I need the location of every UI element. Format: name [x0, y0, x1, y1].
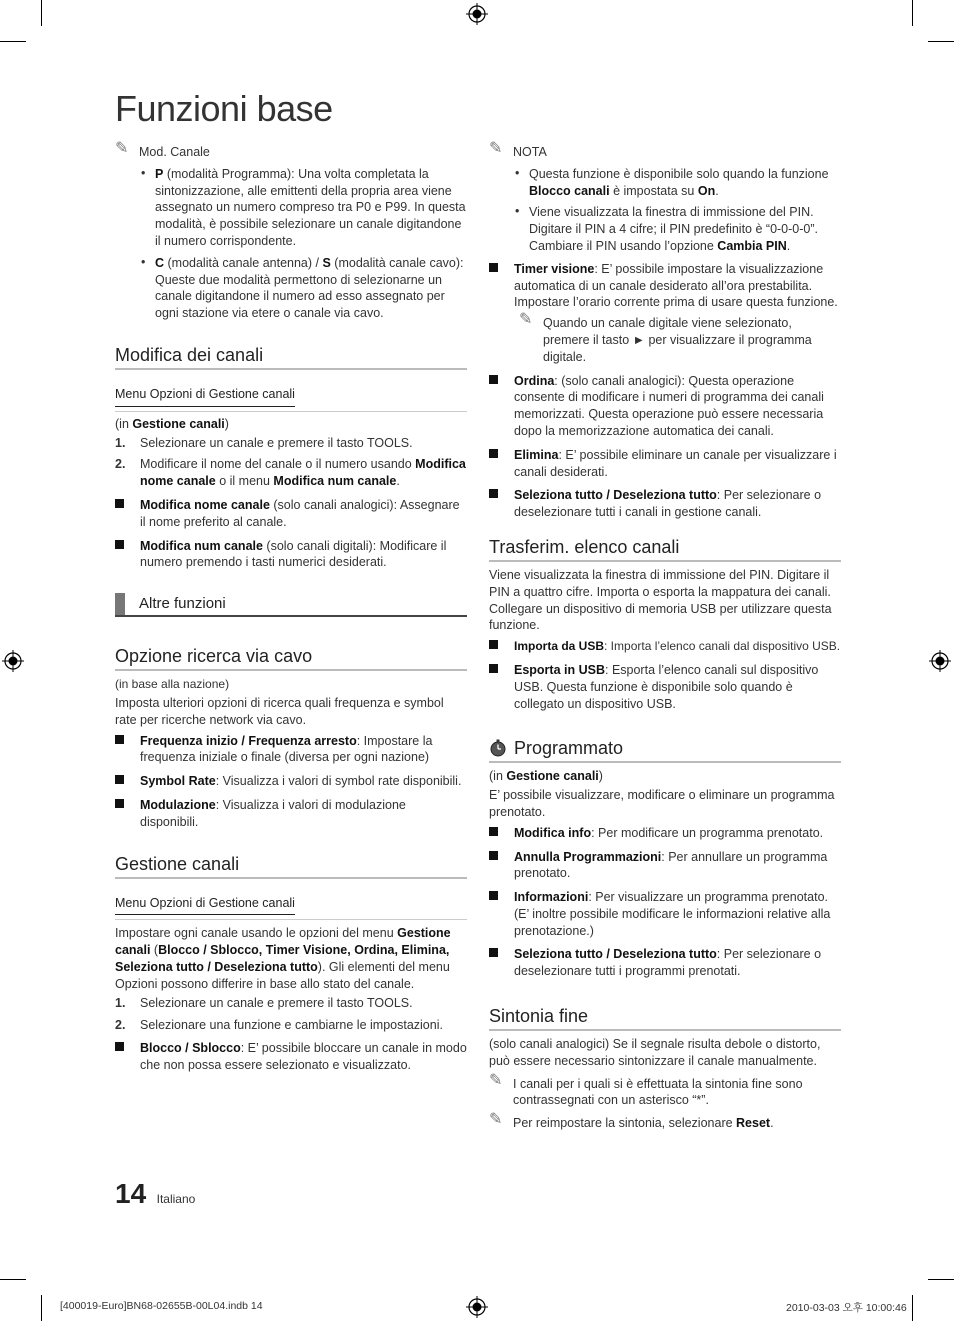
- heading-bar: [115, 593, 125, 615]
- registration-mark-icon: [2, 650, 24, 672]
- crop-mark: [928, 1279, 954, 1280]
- bullet-item: Modulazione: Visualizza i valori di modulazione disponibili.: [115, 797, 467, 831]
- square-bullet-icon: [489, 373, 498, 390]
- paragraph: E’ possibile visualizzare, modificare o eliminare un programma prenotato.: [489, 788, 835, 819]
- menu-path: Menu Opzioni di Gestione canali: [115, 386, 295, 407]
- page-number-block: [115, 1178, 195, 1210]
- timer-note: ✎ Quando un canale digitale viene selezionato, premere il tasto ► per visualizzare il programma digitale.: [519, 311, 812, 364]
- bullet-item: Timer visione: E’ possibile impostare la visualizzazione automatica di un canale desiderato all’ora prestabilita. Impostare l’orario corrente prima di usare questa funzione.: [489, 261, 841, 311]
- crop-mark: [928, 41, 954, 42]
- square-bullet-icon: [115, 773, 124, 790]
- bullet-item: Modifica nome canale (solo canali analogici): Assegnare il nome preferito al canale.: [115, 497, 467, 531]
- sintonia-note: ✎ I canali per i quali si è effettuata la sintonia fine sono contrassegnati con un asterisco “*”.: [489, 1071, 803, 1108]
- square-bullet-icon: [489, 638, 498, 655]
- section-heading: Opzione ricerca via cavo: [115, 645, 467, 671]
- bullet-item: Seleziona tutto / Deseleziona tutto: Per selezionare o deselezionare tutti i programmi prenotati.: [489, 946, 841, 980]
- context-text: (in Gestione canali): [489, 769, 603, 784]
- paragraph: Imposta ulteriori opzioni di ricerca quali frequenza e symbol rate per ricerche network via cavo.: [115, 695, 444, 727]
- crop-mark: [41, 0, 42, 26]
- bullet-item: Seleziona tutto / Deseleziona tutto: Per selezionare o deselezionare tutti i canali in gestione canali.: [489, 487, 841, 521]
- bullet-item: Elimina: E’ possibile eliminare un canale per visualizzare i canali desiderati.: [489, 447, 841, 481]
- bullet-item: Ordina: (solo canali analogici): Questa operazione consente di modificare i numeri di programma dei canali memorizzati. Questa operazione può essere necessaria dopo la memorizzazione automatica dei canali.: [489, 373, 841, 440]
- step-item: 1. Selezionare un canale e premere il tasto TOOLS.: [115, 435, 413, 450]
- square-bullet-icon: [489, 849, 498, 866]
- pencil-icon: ✎: [489, 140, 503, 157]
- right-column: [489, 140, 841, 1132]
- bullet-item: Symbol Rate: Visualizza i valori di symbol rate disponibili.: [115, 773, 467, 790]
- bullet-icon: •: [515, 165, 520, 180]
- bullet-item: Esporta in USB: Esporta l’elenco canali sul dispositivo USB. Questa funzione è disponibile solo quando è collegato un dispositivo USB.: [489, 662, 841, 712]
- square-bullet-icon: [115, 1040, 124, 1057]
- bullet-item: Informazioni: Per visualizzare un programma prenotato. (E’ inoltre possibile modificare le informazioni relative alla prenotazione.): [489, 889, 841, 939]
- square-bullet-icon: [489, 825, 498, 842]
- square-bullet-icon: [115, 497, 124, 514]
- list-item: • Viene visualizzata la finestra di immissione del PIN. Digitare il PIN a 4 cifre; il PIN predefinito è “0-0-0-0”. Cambiare il PIN usando l’opzione Cambia PIN.: [515, 204, 818, 253]
- bullet-item: Frequenza inizio / Frequenza arresto: Impostare la frequenza iniziale o finale (diversa per ogni nazione): [115, 733, 467, 767]
- divider: [115, 919, 467, 920]
- registration-mark-icon: [929, 650, 951, 672]
- section-heading: Sintonia fine: [489, 1005, 841, 1031]
- section-heading: Gestione canali: [115, 853, 467, 879]
- list-item: • P (modalità Programma): Una volta completata la sintonizzazione, alle emittenti della propria area viene assegnato un numero compreso tra P0 e P99. In questa modalità, è possibile selezionare un canale digitandone il numero corrispondente.: [141, 165, 466, 248]
- timer-icon: [489, 739, 507, 757]
- bullet-item: Importa da USB: Importa l’elenco canali dal dispositivo USB.: [489, 638, 841, 655]
- crop-mark: [912, 1295, 913, 1321]
- pencil-icon: ✎: [519, 311, 533, 329]
- crop-mark: [912, 0, 913, 26]
- square-bullet-icon: [489, 447, 498, 464]
- registration-mark-icon: [466, 1296, 488, 1318]
- footer-file: [400019-Euro]BN68-02655B-00L04.indb 14: [60, 1300, 263, 1312]
- menu-path: Menu Opzioni di Gestione canali: [115, 895, 295, 916]
- bullet-icon: •: [141, 254, 146, 269]
- sintonia-note: ✎ Per reimpostare la sintonia, selezionare Reset.: [489, 1111, 774, 1131]
- context-text: (in Gestione canali): [115, 416, 229, 431]
- square-bullet-icon: [115, 733, 124, 750]
- step-item: 1. Selezionare un canale e premere il tasto TOOLS.: [115, 995, 413, 1010]
- paragraph: Impostare ogni canale usando le opzioni del menu Gestione canali (Blocco / Sblocco, Timer Visione, Ordina, Elimina, Seleziona tutto / Deseleziona tutto). Gli elementi del menu Opzioni possono differire in base allo stato del canale.: [115, 926, 451, 991]
- square-bullet-icon: [489, 946, 498, 963]
- square-bullet-icon: [115, 797, 124, 814]
- section-heading: Modifica dei canali: [115, 344, 467, 370]
- bullet-icon: •: [141, 165, 146, 180]
- square-bullet-icon: [115, 538, 124, 555]
- bullet-item: Annulla Programmazioni: Per annullare un programma prenotato.: [489, 849, 841, 883]
- list-item: • C (modalità canale antenna) / S (modalità canale cavo): Queste due modalità permettono di selezionarne un canale digitandone il numero ad esso assegnato per ogni stazione via etere o canale via cavo.: [141, 254, 464, 321]
- nota-note: ✎ NOTA: [489, 140, 547, 159]
- crop-mark: [41, 1295, 42, 1321]
- bullet-icon: •: [515, 204, 520, 219]
- page-number: 14: [115, 1178, 147, 1209]
- crop-mark: [0, 1279, 26, 1280]
- context-text: (in base alla nazione): [115, 677, 230, 692]
- pencil-icon: ✎: [489, 1071, 503, 1089]
- list-item: • Questa funzione è disponibile solo quando la funzione Blocco canali è impostata su On.: [515, 165, 829, 198]
- altre-funzioni-heading: Altre funzioni: [115, 593, 467, 617]
- square-bullet-icon: [489, 261, 498, 278]
- bullet-item: Modifica info: Per modificare un programma prenotato.: [489, 825, 841, 842]
- square-bullet-icon: [489, 662, 498, 679]
- square-bullet-icon: [489, 487, 498, 504]
- left-column: [115, 140, 467, 1074]
- paragraph: (solo canali analogici) Se il segnale risulta debole o distorto, può essere necessario sintonizzare il canale manualmente.: [489, 1037, 821, 1068]
- paragraph: Viene visualizzata la finestra di immissione del PIN. Digitare il PIN a quattro cifre. Importa o esporta la mappatura dei canali. Collegare un dispositivo di memoria USB per utilizzare questa funzione.: [489, 567, 832, 633]
- pencil-icon: ✎: [115, 140, 129, 157]
- footer-date: 2010-03-03 오후 10:00:46: [786, 1302, 907, 1314]
- section-heading: Trasferim. elenco canali: [489, 536, 841, 562]
- bullet-item: Modifica num canale (solo canali digitali): Modificare il numero premendo i tasti numerici desiderati.: [115, 538, 467, 572]
- step-item: 2. Selezionare una funzione e cambiarne le impostazioni.: [115, 1018, 443, 1033]
- mod-canale-note: ✎ Mod. Canale: [115, 140, 210, 159]
- page-title: Funzioni base: [115, 88, 333, 129]
- pencil-icon: ✎: [489, 1111, 503, 1129]
- crop-mark: [0, 41, 26, 42]
- language-label: Italiano: [156, 1192, 196, 1206]
- step-item: 2. Modificare il nome del canale o il numero usando Modifica nome canale o il menu Modifica num canale.: [115, 457, 466, 489]
- divider: [115, 411, 467, 412]
- section-heading: Programmato: [489, 737, 841, 763]
- square-bullet-icon: [489, 889, 498, 906]
- registration-mark-icon: [466, 3, 488, 25]
- bullet-item: Blocco / Sblocco: E’ possibile bloccare un canale in modo che non possa essere selezionato e visualizzato.: [115, 1040, 467, 1074]
